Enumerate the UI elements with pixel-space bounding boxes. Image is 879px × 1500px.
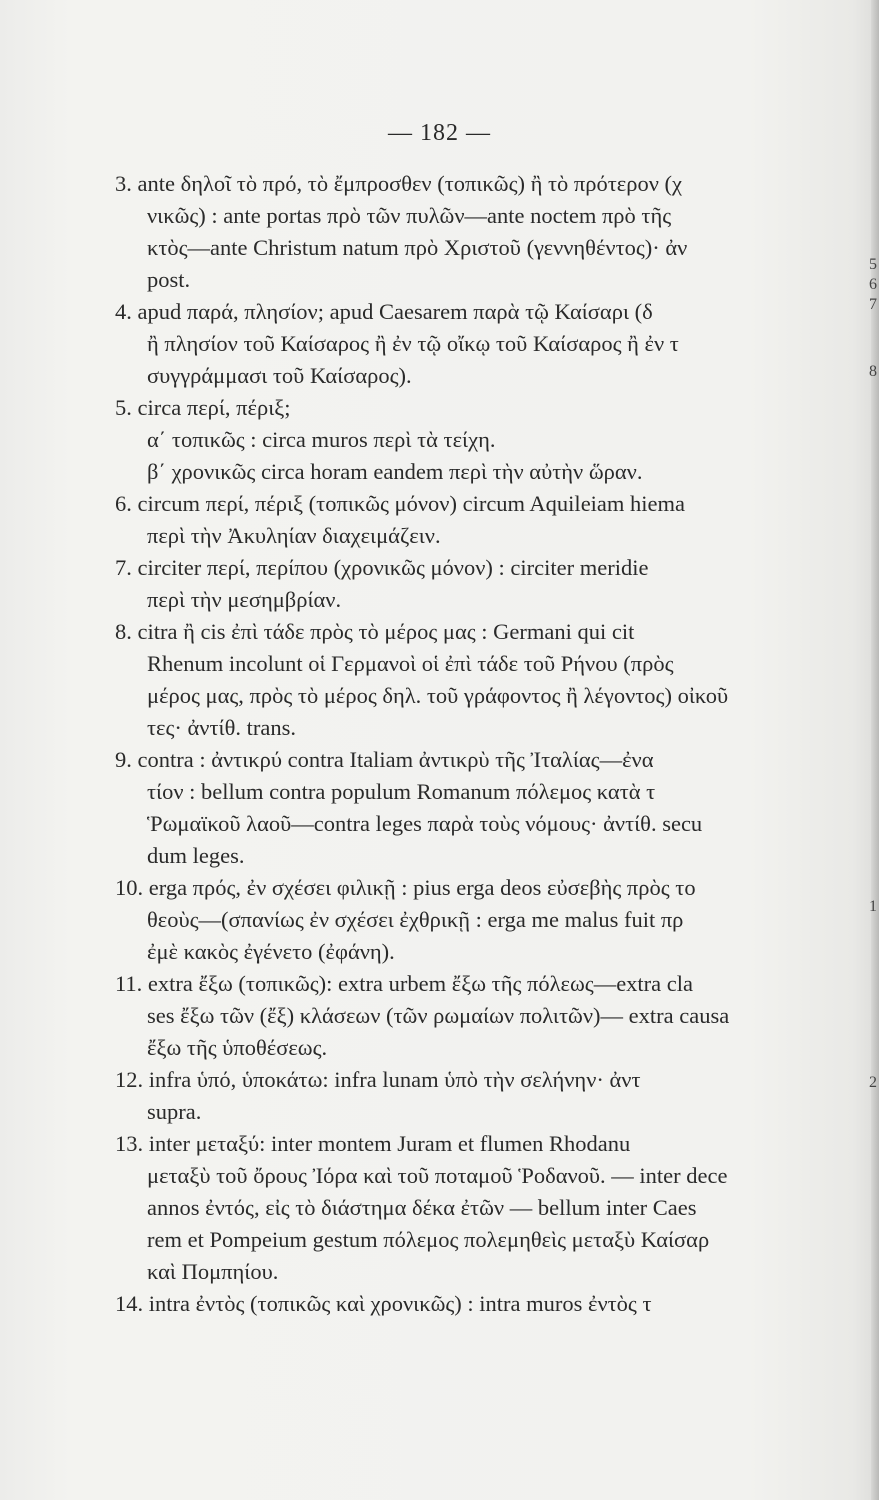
margin-mark: 8 xyxy=(869,363,877,380)
entry-text: contra : ἀντικρύ contra Italiam ἀντικρὺ τῆς Ἰταλίας—ἐνα xyxy=(137,747,654,772)
entry-text: περὶ τὴν Ἀκυληίαν διαχειμάζειν. xyxy=(147,523,441,548)
entry-line xyxy=(0,328,879,360)
entry-text: β΄ χρονικῶς circa horam eandem περὶ τὴν αὐτὴν ὥραν. xyxy=(147,459,643,484)
entry-line xyxy=(0,808,879,840)
entry-text: rem et Pompeium gestum πόλεμος πολεμηθεὶς μεταξὺ Καίσαρ xyxy=(147,1227,710,1252)
entry-first-line xyxy=(0,552,879,584)
entry-line xyxy=(0,1000,879,1032)
entry-line xyxy=(0,1032,879,1064)
entry-line xyxy=(0,584,879,616)
entry-number: 12. xyxy=(115,1067,144,1092)
entry-line xyxy=(0,1224,879,1256)
entry-line xyxy=(0,936,879,968)
entry-line xyxy=(0,1160,879,1192)
entry-line xyxy=(0,904,879,936)
entry-text: μεταξὺ τοῦ ὄρους Ἰόρα καὶ τοῦ ποταμοῦ Ῥοδανοῦ. — inter dece xyxy=(147,1163,728,1188)
entry-number: 11. xyxy=(115,971,143,996)
entry-line xyxy=(0,456,879,488)
entry-text: συγγράμμασι τοῦ Καίσαρος). xyxy=(147,363,412,388)
entry-line xyxy=(0,232,879,264)
entry-number: 13. xyxy=(115,1131,144,1156)
entry-text: Ῥωμαϊκοῦ λαοῦ—contra leges παρὰ τοὺς νόμους· ἀντίθ. secu xyxy=(147,811,703,836)
entry-text: ἐμὲ κακὸς ἐγένετο (ἐφάνη). xyxy=(147,939,395,964)
entry-text: ses ἔξω τῶν (ἔξ) κλάσεων (τῶν ρωμαίων πολιτῶν)— extra causa xyxy=(147,1003,730,1028)
entry-text: annos ἐντός, εἰς τὸ διάστημα δέκα ἐτῶν — bellum inter Caes xyxy=(147,1195,697,1220)
entry-number: 6. xyxy=(115,491,132,516)
entry-first-line xyxy=(0,1128,879,1160)
entry-first-line xyxy=(0,616,879,648)
margin-mark: 7 xyxy=(869,296,877,313)
entry-text: infra ὑπό, ὑποκάτω: infra lunam ὑπὸ τὴν σελήνην· ἀντ xyxy=(148,1067,641,1092)
entry-number: 10. xyxy=(115,875,144,900)
entry-number: 7. xyxy=(115,555,132,580)
entry-text: supra. xyxy=(147,1099,202,1124)
entry-first-line xyxy=(0,1064,879,1096)
entry-first-line xyxy=(0,168,879,200)
entry-first-line xyxy=(0,744,879,776)
margin-mark: 1 xyxy=(869,898,877,915)
page-text-body xyxy=(0,168,879,1320)
entry-first-line xyxy=(0,1288,879,1320)
entry-line xyxy=(0,360,879,392)
entry-first-line xyxy=(0,296,879,328)
entry-number: 4. xyxy=(115,299,132,324)
entry-first-line xyxy=(0,968,879,1000)
entry-text: citra ἢ cis ἐπὶ τάδε πρὸς τὸ μέρος μας : Germani qui cit xyxy=(137,619,635,644)
entry-text: ἔξω τῆς ὑποθέσεως. xyxy=(147,1035,328,1060)
entry-text: τες· ἀντίθ. trans. xyxy=(147,715,296,740)
entry-line xyxy=(0,1256,879,1288)
entry-line xyxy=(0,264,879,296)
entry-text: ἢ πλησίον τοῦ Καίσαρος ἢ ἐν τῷ οἴκῳ τοῦ Καίσαρος ἢ ἐν τ xyxy=(147,331,679,356)
entry-line xyxy=(0,1096,879,1128)
entry-text: θεοὺς—(σπανίως ἐν σχέσει ἐχθρικῇ : erga me malus fuit πρ xyxy=(147,907,684,932)
entry-text: νικῶς) : ante portas πρὸ τῶν πυλῶν—ante noctem πρὸ τῆς xyxy=(147,203,672,228)
entry-text: intra ἐντὸς (τοπικῶς καὶ χρονικῶς) : intra muros ἐντὸς τ xyxy=(148,1291,652,1316)
entry-text: apud παρά, πλησίον; apud Caesarem παρὰ τῷ Καίσαρι (δ xyxy=(137,299,653,324)
margin-mark: 6 xyxy=(869,276,877,293)
entry-text: κτὸς—ante Christum natum πρὸ Χριστοῦ (γεννηθέντος)· ἀν xyxy=(147,235,688,260)
entry-text: τίον : bellum contra populum Romanum πόλεμος κατὰ τ xyxy=(147,779,656,804)
entry-text: erga πρός, ἐν σχέσει φιλικῇ : pius erga deos εὐσεβὴς πρὸς το xyxy=(148,875,696,900)
entry-text: circiter περί, περίπου (χρονικῶς μόνον) : circiter meridie xyxy=(137,555,649,580)
entry-number: 8. xyxy=(115,619,132,644)
entry-line xyxy=(0,520,879,552)
entry-first-line xyxy=(0,392,879,424)
entry-text: post. xyxy=(147,267,191,292)
entry-number: 14. xyxy=(115,1291,144,1316)
entry-line xyxy=(0,1192,879,1224)
entry-line xyxy=(0,424,879,456)
entry-text: Rhenum incolunt οἱ Γερμανοὶ οἱ ἐπὶ τάδε τοῦ Ρήνου (πρὸς xyxy=(147,651,674,676)
entry-text: ante δηλοῖ τὸ πρό, τὸ ἔμπροσθεν (τοπικῶς) ἢ τὸ πρότερον (χ xyxy=(137,171,682,196)
entry-line xyxy=(0,776,879,808)
entry-line xyxy=(0,840,879,872)
entry-text: καὶ Πομπηίου. xyxy=(147,1259,279,1284)
entry-line xyxy=(0,712,879,744)
entry-text: μέρος μας, πρὸς τὸ μέρος δηλ. τοῦ γράφοντος ἢ λέγοντος) οἰκοῦ xyxy=(147,683,729,708)
entry-number: 9. xyxy=(115,747,132,772)
entry-text: dum leges. xyxy=(147,843,245,868)
entry-text: circa περί, πέριξ; xyxy=(137,395,291,420)
entry-line xyxy=(0,680,879,712)
entry-text: circum περί, πέριξ (τοπικῶς μόνον) circum Aquileiam hiema xyxy=(137,491,686,516)
entry-number: 5. xyxy=(115,395,132,420)
entry-first-line xyxy=(0,872,879,904)
entry-line xyxy=(0,648,879,680)
entry-text: περὶ τὴν μεσημβρίαν. xyxy=(147,587,342,612)
entry-text: extra ἔξω (τοπικῶς): extra urbem ἔξω τῆς πόλεως—extra cla xyxy=(147,971,694,996)
page-number: — 182 — xyxy=(388,120,491,146)
margin-mark: 5 xyxy=(869,256,877,273)
entry-number: 3. xyxy=(115,171,132,196)
entry-text: inter μεταξύ: inter montem Juram et flumen Rhodanu xyxy=(148,1131,631,1156)
entry-first-line xyxy=(0,488,879,520)
entry-text: α΄ τοπικῶς : circa muros περὶ τὰ τείχη. xyxy=(147,427,496,452)
entry-line xyxy=(0,200,879,232)
margin-mark: 2 xyxy=(869,1074,877,1091)
